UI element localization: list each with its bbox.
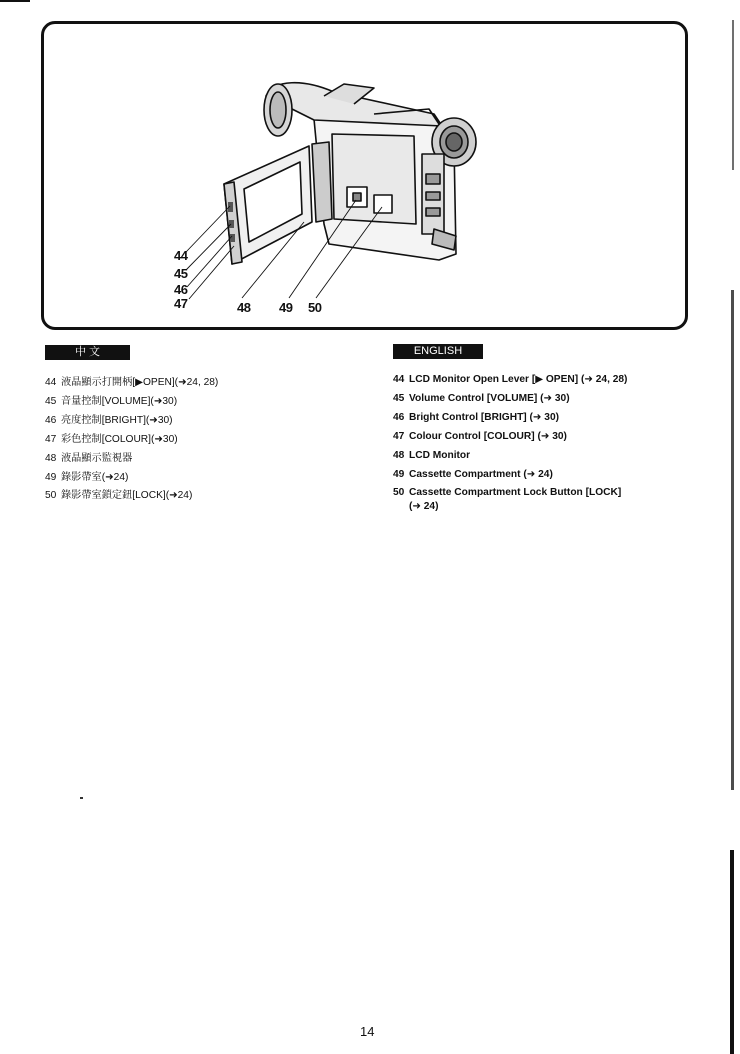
right-edge-scan-mark: [732, 20, 734, 170]
page-number: 14: [360, 1024, 375, 1039]
item-number: 48: [393, 449, 405, 461]
item-number: 46: [45, 414, 57, 426]
item-text: Bright Control [BRIGHT] (➜ 30): [409, 411, 560, 423]
list-item: [393, 371, 627, 390]
english-section-header: ENGLISH: [393, 344, 483, 359]
list-item: [393, 409, 627, 428]
item-text: 液晶顯示監視器: [61, 452, 133, 464]
chinese-section-header: 中 文: [45, 345, 130, 360]
item-text: 彩色控制[COLOUR](➜30): [61, 433, 178, 445]
item-number: 47: [393, 430, 405, 442]
item-number: 49: [45, 471, 57, 483]
list-item: [393, 447, 627, 466]
callout-47: 47: [174, 296, 188, 311]
list-item: [45, 487, 218, 506]
callout-46: 46: [174, 282, 188, 297]
item-number: 50: [45, 490, 57, 502]
item-text: 液晶顯示打開柄[▶OPEN](➜24, 28): [61, 377, 219, 388]
item-text: Volume Control [VOLUME] (➜ 30): [409, 392, 570, 404]
list-item: [393, 466, 627, 485]
list-item: [393, 484, 627, 514]
camcorder-figure: [41, 21, 688, 330]
item-number: 44: [393, 374, 405, 385]
item-number: 44: [45, 377, 57, 388]
item-text-continued: (➜ 24): [409, 501, 439, 513]
item-text: LCD Monitor Open Lever [▶ OPEN] (➜ 24, 28): [409, 374, 628, 385]
item-number: 48: [45, 452, 57, 464]
item-text: Cassette Compartment (➜ 24): [409, 468, 553, 480]
item-number: 47: [45, 433, 57, 445]
item-text: Cassette Compartment Lock Button [LOCK]: [409, 487, 622, 499]
english-parts-list: [393, 371, 627, 514]
callout-50: 50: [308, 300, 322, 315]
callout-48: 48: [237, 300, 251, 315]
item-number: 49: [393, 468, 405, 480]
list-item: [45, 393, 218, 412]
item-text: 亮度控制[BRIGHT](➜30): [61, 414, 173, 426]
list-item: [393, 390, 627, 409]
callout-49: 49: [279, 300, 293, 315]
top-left-scan-mark: [0, 0, 30, 2]
camcorder-illustration: [44, 24, 691, 333]
callout-45: 45: [174, 266, 188, 281]
list-item: [45, 431, 218, 450]
list-item: [45, 450, 218, 469]
list-item: [45, 412, 218, 431]
list-item: [45, 469, 218, 488]
chinese-parts-list: [45, 374, 218, 506]
item-number: 46: [393, 411, 405, 423]
item-number: 45: [393, 392, 405, 404]
item-number: 45: [45, 395, 57, 407]
item-text: Colour Control [COLOUR] (➜ 30): [409, 430, 567, 442]
item-text: 錄影帶室(➜24): [61, 471, 129, 483]
item-text: 錄影帶室鎖定鈕[LOCK](➜24): [61, 490, 193, 502]
callout-44: 44: [174, 248, 188, 263]
right-edge-scan-mark-lower: [731, 290, 734, 790]
item-text: 音量控制[VOLUME](➜30): [61, 395, 178, 407]
item-text: LCD Monitor: [409, 449, 471, 461]
list-item: [45, 374, 218, 393]
list-item: [393, 428, 627, 447]
scan-speck: [80, 797, 83, 799]
item-number: 50: [393, 487, 405, 499]
right-edge-scan-mark-bottom: [730, 850, 734, 1054]
